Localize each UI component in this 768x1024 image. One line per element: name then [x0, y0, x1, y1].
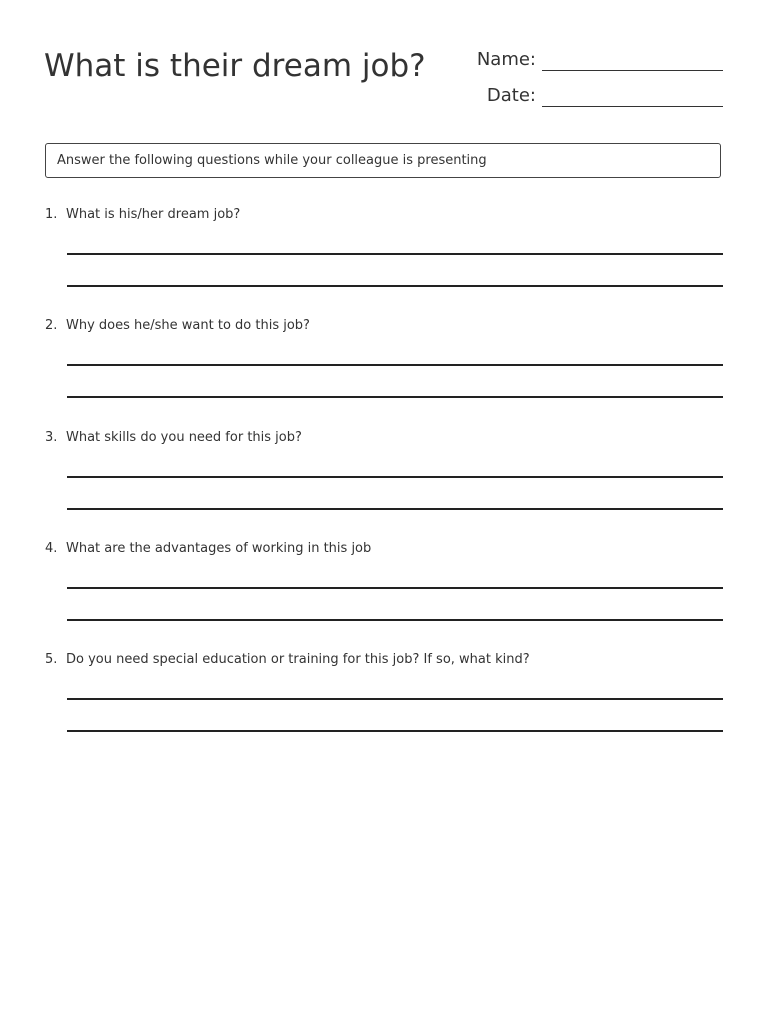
- answer-line[interactable]: [67, 285, 723, 287]
- answer-line[interactable]: [67, 396, 723, 398]
- question-5: [45, 651, 723, 669]
- question-text-row: [45, 429, 723, 447]
- question-number: 4.: [45, 541, 58, 556]
- question-4: [45, 540, 723, 558]
- answer-line[interactable]: [67, 698, 723, 700]
- question-number: 1.: [45, 207, 58, 222]
- instructions-text: Answer the following questions while your colleague is presenting: [57, 153, 487, 168]
- instructions-box: [45, 143, 721, 178]
- question-2: [45, 317, 723, 335]
- name-row: [477, 48, 723, 72]
- date-write-line[interactable]: [542, 106, 723, 107]
- question-number: 5.: [45, 652, 58, 667]
- answer-line[interactable]: [67, 508, 723, 510]
- answer-line[interactable]: [67, 730, 723, 732]
- question-text: What is his/her dream job?: [66, 207, 241, 222]
- date-row: [487, 84, 723, 108]
- name-write-line[interactable]: [542, 70, 723, 71]
- answer-line[interactable]: [67, 253, 723, 255]
- name-label: Name:: [476, 49, 536, 70]
- page-title: What is their dream job?: [44, 48, 426, 84]
- question-number: 2.: [45, 318, 58, 333]
- answer-line[interactable]: [67, 619, 723, 621]
- question-text-row: [45, 540, 723, 558]
- answer-line[interactable]: [67, 364, 723, 366]
- question-text: Why does he/she want to do this job?: [66, 318, 310, 333]
- question-number: 3.: [45, 430, 58, 445]
- question-text-row: [45, 317, 723, 335]
- question-text-row: [45, 651, 723, 669]
- question-text: What skills do you need for this job?: [66, 430, 302, 445]
- question-3: [45, 429, 723, 447]
- question-text-row: [45, 206, 723, 224]
- question-1: [45, 206, 723, 224]
- date-label: Date:: [486, 85, 536, 106]
- answer-line[interactable]: [67, 587, 723, 589]
- question-text: Do you need special education or training for this job? If so, what kind?: [66, 652, 530, 667]
- question-text: What are the advantages of working in this job: [66, 541, 372, 556]
- answer-line[interactable]: [67, 476, 723, 478]
